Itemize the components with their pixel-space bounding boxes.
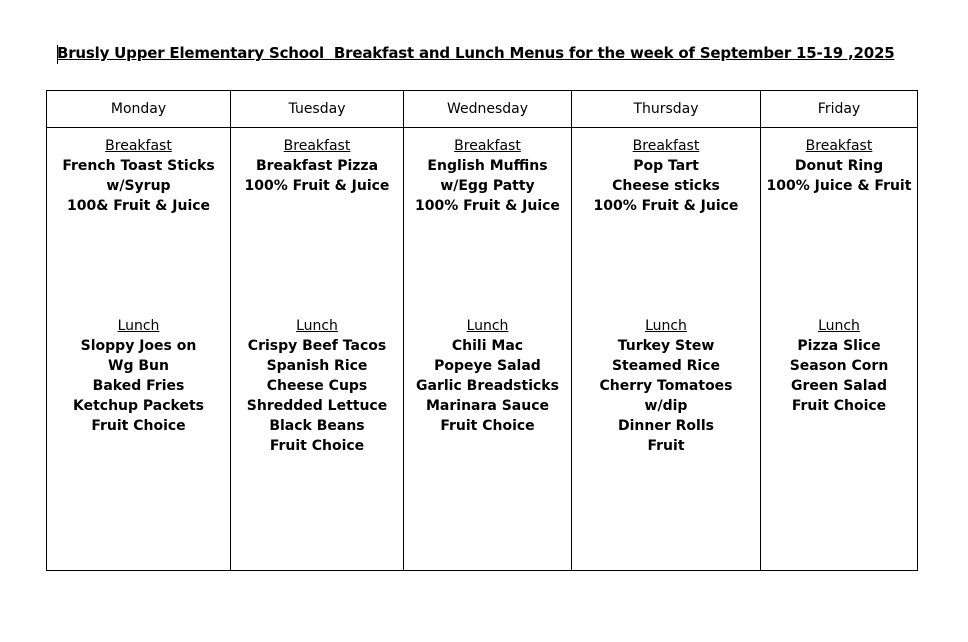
lunch-item: Shredded Lettuce — [246, 398, 388, 414]
lunch-block — [231, 316, 403, 456]
breakfast-item: w/Syrup — [106, 178, 171, 194]
lunch-heading: Lunch — [818, 318, 860, 334]
lunch-item: Fruit — [647, 438, 685, 454]
day-header-tuesday: Tuesday — [231, 91, 404, 128]
day-header-friday: Friday — [761, 91, 918, 128]
breakfast-item: 100% Juice & Fruit — [766, 178, 912, 194]
breakfast-item: 100% Fruit & Juice — [415, 198, 560, 214]
menu-cell-tuesday — [231, 128, 404, 571]
menu-cell-friday — [761, 128, 918, 571]
lunch-item: Crispy Beef Tacos — [247, 338, 387, 354]
lunch-item: Spanish Rice — [266, 358, 368, 374]
breakfast-item: 100& Fruit & Juice — [66, 198, 211, 214]
day-header-wednesday: Wednesday — [404, 91, 572, 128]
breakfast-heading: Breakfast — [454, 138, 521, 154]
lunch-block — [572, 316, 760, 456]
menu-row — [47, 128, 918, 571]
lunch-item: Dinner Rolls — [618, 418, 714, 434]
breakfast-heading: Breakfast — [805, 138, 873, 154]
lunch-item: Chili Mac — [451, 338, 524, 354]
breakfast-item: Breakfast Pizza — [255, 158, 379, 174]
lunch-item: Cherry Tomatoes — [599, 378, 733, 394]
breakfast-item: 100% Fruit & Juice — [244, 178, 390, 194]
lunch-heading: Lunch — [296, 318, 338, 334]
lunch-item: Sloppy Joes on — [80, 338, 197, 354]
day-header-monday: Monday — [47, 91, 231, 128]
breakfast-item: Donut Ring — [794, 158, 884, 174]
lunch-item: Baked Fries — [92, 378, 185, 394]
lunch-heading: Lunch — [117, 318, 160, 334]
lunch-heading: Lunch — [645, 318, 687, 334]
lunch-block — [761, 316, 917, 416]
lunch-item: Ketchup Packets — [72, 398, 204, 414]
lunch-item: Steamed Rice — [611, 358, 721, 374]
menu-table — [46, 90, 918, 571]
breakfast-item: English Muffins — [427, 158, 548, 174]
lunch-item: Fruit Choice — [440, 418, 535, 434]
breakfast-item: Pop Tart — [633, 158, 699, 174]
menu-cell-monday — [47, 128, 231, 571]
breakfast-item: w/Egg Patty — [440, 178, 535, 194]
breakfast-heading: Breakfast — [105, 138, 172, 154]
lunch-heading: Lunch — [466, 318, 509, 334]
breakfast-block — [404, 136, 571, 216]
day-header-row — [47, 91, 918, 128]
menu-cell-wednesday — [404, 128, 572, 571]
breakfast-item: Cheese sticks — [612, 178, 720, 194]
breakfast-heading: Breakfast — [283, 138, 351, 154]
breakfast-block — [572, 136, 760, 216]
lunch-item: Garlic Breadsticks — [416, 378, 559, 394]
lunch-item: Fruit Choice — [91, 418, 186, 434]
breakfast-item: 100% Fruit & Juice — [593, 198, 739, 214]
lunch-item: Popeye Salad — [434, 358, 541, 374]
breakfast-block — [47, 136, 230, 216]
lunch-item: Fruit Choice — [791, 398, 887, 414]
breakfast-heading: Breakfast — [632, 138, 700, 154]
lunch-item: Pizza Slice — [797, 338, 881, 354]
lunch-item: Marinara Sauce — [425, 398, 549, 414]
lunch-item: Turkey Stew — [617, 338, 715, 354]
menu-cell-thursday — [572, 128, 761, 571]
lunch-item: w/dip — [644, 398, 688, 414]
breakfast-item: French Toast Sticks — [62, 158, 215, 174]
lunch-item: Season Corn — [789, 358, 889, 374]
lunch-block — [47, 316, 230, 436]
breakfast-block — [761, 136, 917, 196]
lunch-item: Black Beans — [269, 418, 365, 434]
breakfast-block — [231, 136, 403, 196]
lunch-item: Wg Bun — [108, 358, 169, 374]
lunch-block — [404, 316, 571, 436]
lunch-item: Green Salad — [790, 378, 888, 394]
document-title: Brusly Upper Elementary School Breakfast and Lunch Menus for the week of September 15-19 ,2025 — [57, 44, 895, 62]
day-header-thursday: Thursday — [572, 91, 761, 128]
lunch-item: Fruit Choice — [269, 438, 365, 454]
lunch-item: Cheese Cups — [266, 378, 368, 394]
